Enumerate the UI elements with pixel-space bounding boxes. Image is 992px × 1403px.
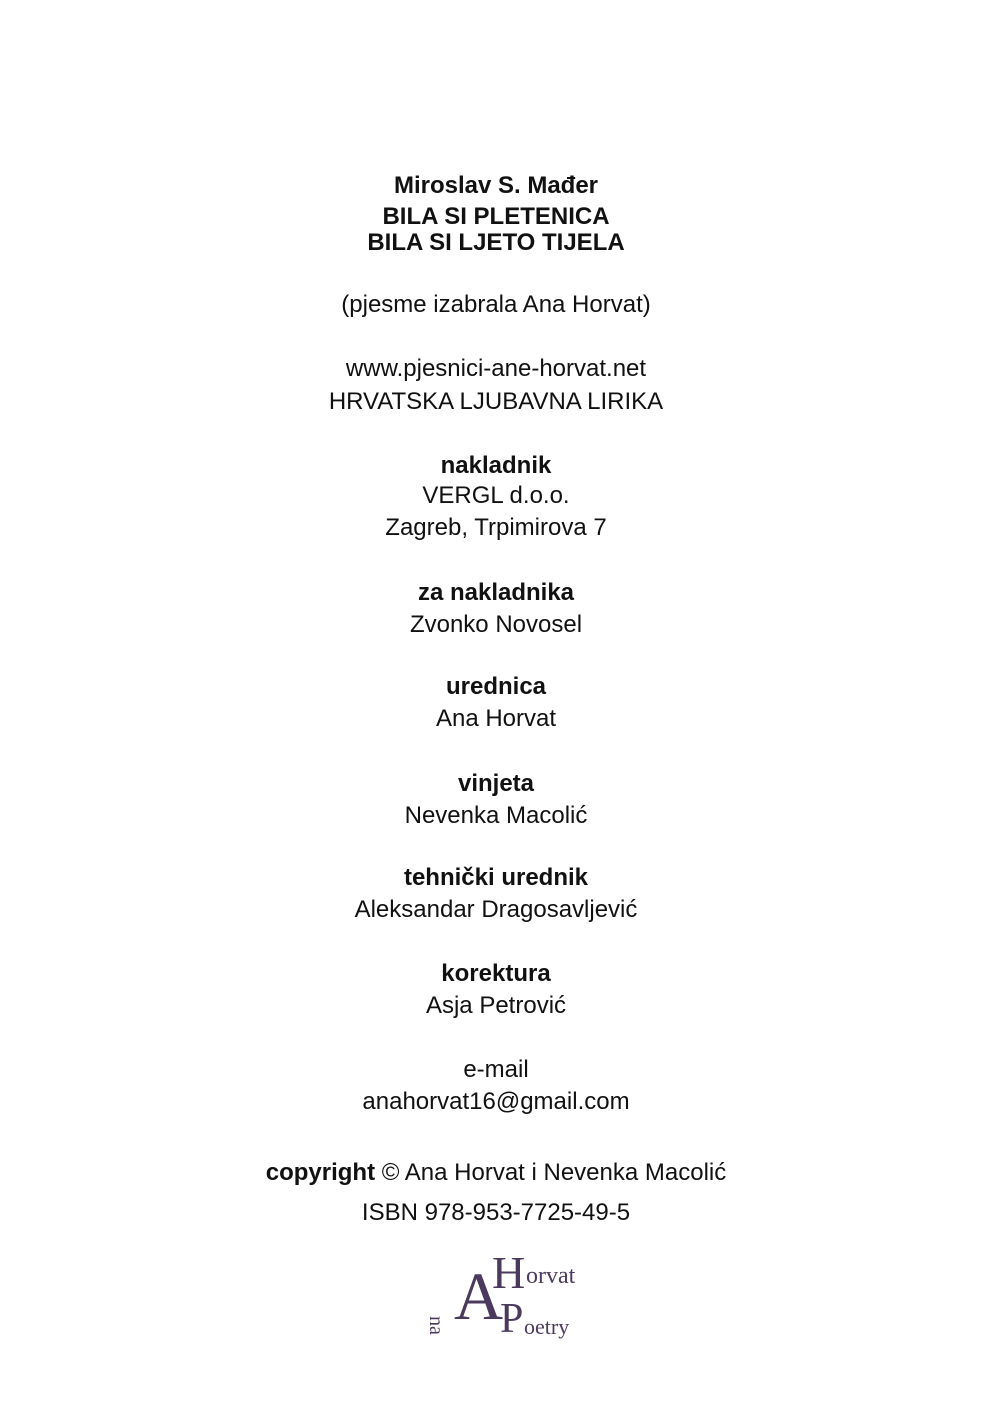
isbn: ISBN 978-953-7725-49-5 (361, 1199, 631, 1226)
logo-word-orvat: orvat (526, 1263, 576, 1289)
selection-note: (pjesme izabrala Ana Horvat) (341, 291, 651, 318)
proofreading-name: Asja Petrović (425, 992, 567, 1019)
for-publisher-label: za nakladnika (417, 579, 575, 606)
ana-horvat-poetry-logo (425, 1246, 620, 1356)
publisher-address: Zagreb, Trpimirova 7 (385, 514, 607, 541)
vignette-label: vinjeta (457, 770, 535, 797)
book-title-line-2: BILA SI LJETO TIJELA (367, 229, 625, 256)
logo-letter-p: P (500, 1296, 524, 1342)
editor-label: urednica (445, 673, 547, 700)
book-title-line-1: BILA SI PLETENICA (382, 203, 610, 230)
proofreading-label: korektura (441, 960, 551, 987)
logo-word-oetry: oetry (524, 1314, 570, 1339)
technical-editor-name: Aleksandar Dragosavljević (354, 896, 638, 923)
email-label: e-mail (463, 1056, 529, 1083)
author-name: Miroslav S. Mađer (393, 172, 599, 199)
website: www.pjesnici-ane-horvat.net (345, 355, 647, 382)
technical-editor-label: tehnički urednik (403, 864, 589, 891)
email-address[interactable]: anahorvat16@gmail.com (362, 1088, 630, 1115)
copyright-line (0, 1158, 992, 1188)
publisher-name: VERGL d.o.o. (422, 482, 570, 509)
copyright-label: copyright (265, 1159, 376, 1186)
editor-name: Ana Horvat (435, 705, 557, 732)
series-name: HRVATSKA LJUBAVNA LIRIKA (328, 388, 664, 415)
publisher-label: nakladnik (440, 452, 552, 479)
logo-word-na: na (425, 1316, 447, 1335)
logo-letter-a: A (454, 1258, 504, 1334)
copyright-text: © Ana Horvat i Nevenka Macolić (381, 1159, 727, 1186)
vignette-name: Nevenka Macolić (404, 802, 588, 829)
logo-letter-h: H (492, 1247, 526, 1298)
for-publisher-name: Zvonko Novosel (409, 611, 583, 638)
